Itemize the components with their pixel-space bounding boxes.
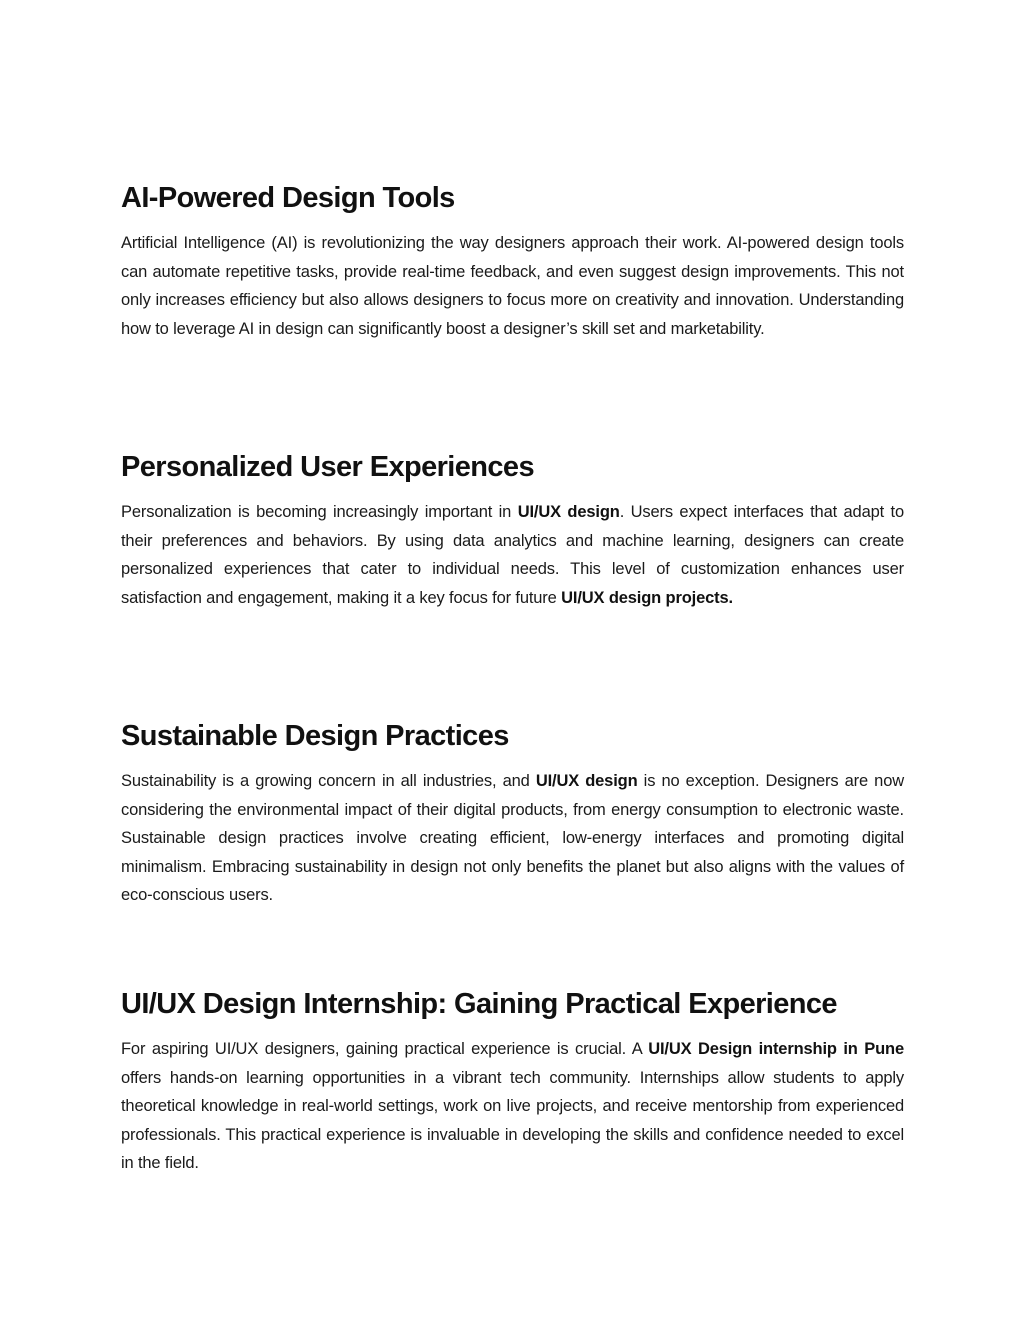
section-paragraph bbox=[121, 229, 904, 343]
section-paragraph bbox=[121, 498, 904, 612]
section-uiux-design-internship bbox=[121, 986, 904, 1178]
bold-keyword: UI/UX design bbox=[517, 503, 620, 521]
section-heading: AI-Powered Design Tools bbox=[121, 182, 455, 214]
paragraph-text: offers hands-on learning opportunities in a vibrant tech community. Internships allow students to apply theoretical knowledge in real-world settings, work on live projects, and receive mentorship from experienced professionals. This practical experience is invaluable in developing the skills and confidence needed to excel in the field. bbox=[121, 1068, 904, 1173]
bold-keyword: UI/UX design projects. bbox=[561, 588, 733, 607]
section-heading: Personalized User Experiences bbox=[121, 451, 534, 483]
section-sustainable-design-practices bbox=[121, 718, 904, 910]
paragraph-text: . Users expect interfaces that adapt to their preferences and behaviors. By using data analytics and machine learning, designers can create personalized experiences that cater to individual needs. This level of customization enhances user satisfaction and engagement, making it a key focus for future bbox=[121, 503, 904, 607]
section-heading: Sustainable Design Practices bbox=[121, 720, 509, 752]
paragraph-text: Personalization is becoming increasingly important in bbox=[121, 503, 518, 521]
paragraph-text: Artificial Intelligence (AI) is revolutionizing the way designers approach their work. AI-powered design tools can automate repetitive tasks, provide real-time feedback, and even suggest design improvements. This not only increases efficiency but also allows designers to focus more on creativity and innovation. Understanding how to leverage AI in design can significantly boost a designer’s skill set and marketability. bbox=[121, 234, 904, 338]
section-paragraph bbox=[121, 767, 904, 910]
paragraph-text: For aspiring UI/UX designers, gaining practical experience is crucial. A bbox=[121, 1040, 649, 1058]
section-heading: UI/UX Design Internship: Gaining Practical Experience bbox=[121, 988, 837, 1020]
paragraph-text: Sustainability is a growing concern in all industries, and bbox=[121, 772, 536, 790]
bold-keyword: UI/UX Design internship in Pune bbox=[648, 1040, 904, 1058]
section-personalized-user-experiences bbox=[121, 449, 904, 612]
section-paragraph bbox=[121, 1035, 904, 1178]
section-ai-powered-design-tools bbox=[121, 180, 904, 343]
paragraph-text: is no exception. Designers are now considering the environmental impact of their digital products, from energy consumption to electronic waste. Sustainable design practices involve creating efficient, low-energy interfaces and promoting digital minimalism. Embracing sustainability in design not only benefits the planet but also aligns with the values of eco-conscious users. bbox=[121, 772, 905, 905]
bold-keyword: UI/UX design bbox=[535, 772, 638, 790]
